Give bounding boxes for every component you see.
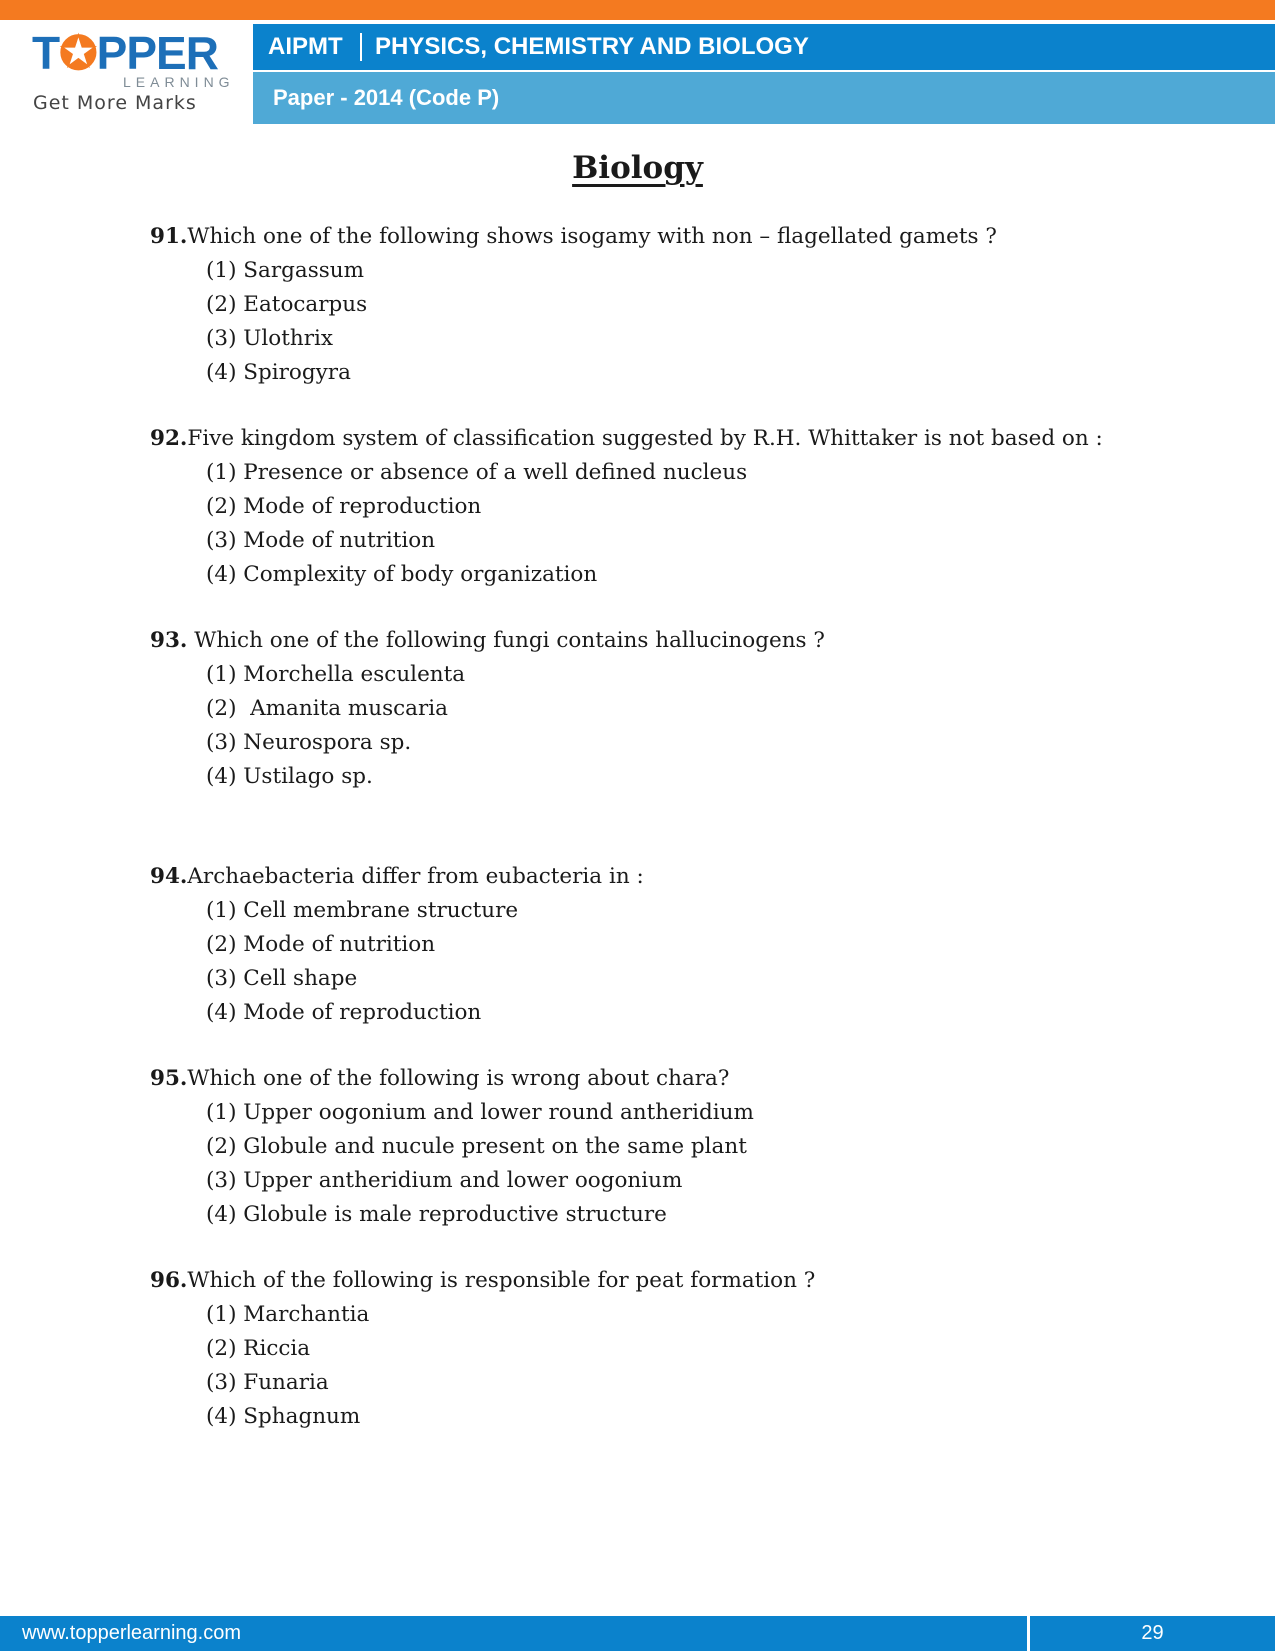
- footer-url-link[interactable]: www.topperlearning.com: [22, 1622, 241, 1644]
- option: (3) Mode of nutrition: [206, 528, 436, 553]
- header-divider: [360, 33, 362, 61]
- paper-code: Paper - 2014 (Code P): [273, 85, 500, 110]
- paper-bar: [253, 72, 1275, 124]
- option: (1) Marchantia: [206, 1302, 370, 1327]
- option: (4) Spirogyra: [206, 360, 351, 385]
- option: (2) Globule and nucule present on the same plant: [206, 1134, 747, 1159]
- option: (4) Sphagnum: [206, 1404, 361, 1429]
- option: (4) Complexity of body organization: [206, 562, 598, 587]
- question-text: Which of the following is responsible for peat formation ?: [187, 1268, 816, 1293]
- subjects-title: PHYSICS, CHEMISTRY AND BIOLOGY: [375, 33, 809, 60]
- option: (1) Cell membrane structure: [206, 898, 519, 923]
- option: (4) Ustilago sp.: [206, 764, 373, 789]
- option: (2) Riccia: [206, 1336, 311, 1361]
- option: (2) Mode of nutrition: [206, 932, 436, 957]
- option: (3) Cell shape: [206, 966, 358, 991]
- option: (1) Sargassum: [206, 258, 364, 283]
- option: (3) Upper antheridium and lower oogonium: [206, 1168, 683, 1193]
- option: (4) Mode of reproduction: [206, 1000, 482, 1025]
- section-title: Biology: [572, 150, 703, 186]
- option: (2) Eatocarpus: [206, 292, 368, 317]
- question-number: 94.: [150, 864, 188, 889]
- option: (3) Neurospora sp.: [206, 730, 412, 755]
- question-91: [150, 220, 997, 390]
- option: (1) Morchella esculenta: [206, 662, 466, 687]
- question-94: [150, 860, 644, 1030]
- logo-subtext: LEARNING: [123, 74, 235, 90]
- question-92: [150, 422, 1103, 592]
- top-accent-strip: [0, 0, 1275, 20]
- question-text: Five kingdom system of classification suggested by R.H. Whittaker is not based on :: [187, 426, 1103, 451]
- question-number: 92.: [150, 426, 188, 451]
- question-number: 96.: [150, 1268, 188, 1293]
- question-number: 93.: [150, 628, 188, 653]
- question-text: Which one of the following shows isogamy with non – flagellated gamets ?: [187, 224, 997, 249]
- logo-wordmark: T✪PPER: [32, 27, 218, 79]
- option: (4) Globule is male reproductive structure: [206, 1202, 667, 1227]
- exam-name: AIPMT: [268, 33, 343, 60]
- option: (1) Presence or absence of a well defined nucleus: [206, 460, 748, 485]
- option: (2) Mode of reproduction: [206, 494, 482, 519]
- page-number: 29: [1141, 1622, 1164, 1644]
- question-text: Archaebacteria differ from eubacteria in :: [187, 864, 644, 889]
- option: (1) Upper oogonium and lower round antheridium: [206, 1100, 754, 1125]
- logo-tagline: Get More Marks: [33, 92, 197, 114]
- header-bar: [253, 24, 1275, 70]
- question-93: [150, 624, 825, 794]
- topper-logo: [30, 27, 235, 120]
- question-number: 91.: [150, 224, 188, 249]
- option: (3) Funaria: [206, 1370, 329, 1395]
- question-text: Which one of the following fungi contains hallucinogens ?: [187, 628, 825, 653]
- question-95: [150, 1062, 754, 1232]
- question-text: Which one of the following is wrong about chara?: [187, 1066, 730, 1091]
- option: (2) Amanita muscaria: [206, 696, 448, 721]
- option: (3) Ulothrix: [206, 326, 333, 351]
- question-96: [150, 1264, 815, 1434]
- star-icon: ✪: [59, 27, 97, 79]
- question-number: 95.: [150, 1066, 188, 1091]
- footer-bar: [0, 1616, 1275, 1651]
